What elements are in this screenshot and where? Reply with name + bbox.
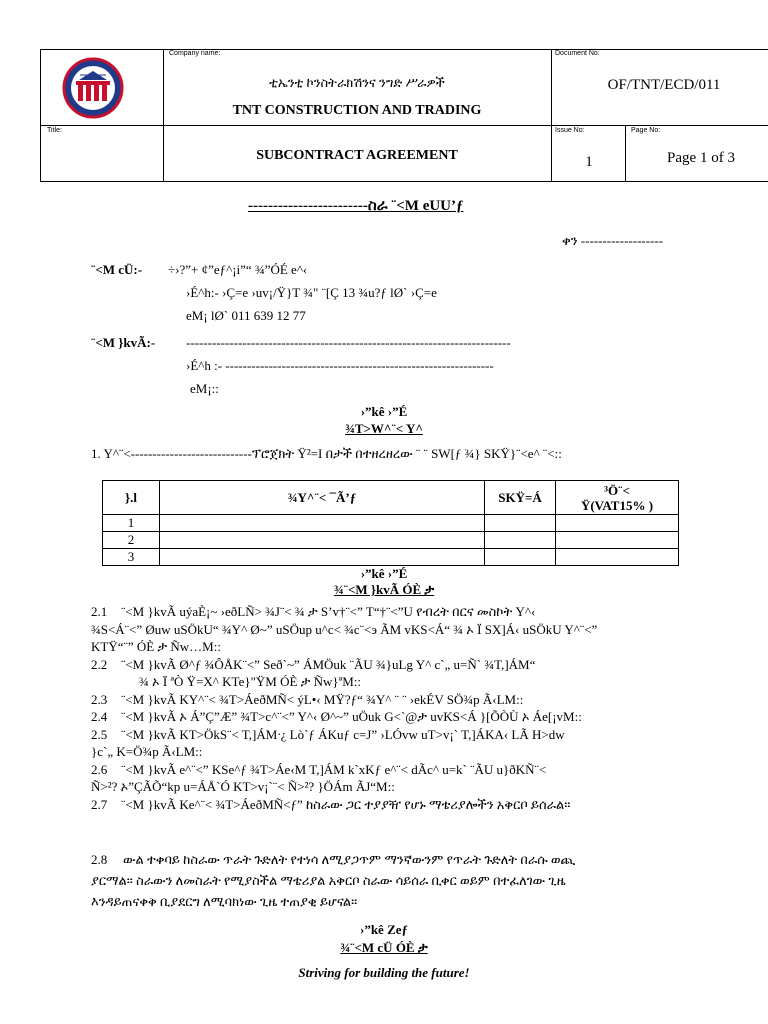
party1-label: ¨<M cÜ:-: [91, 262, 143, 277]
party2-label: ¨<M }kvÃ:-: [91, 335, 156, 350]
agreement-heading: ------------------------ስራ ¨<M eUU’ƒ: [248, 198, 464, 214]
clause-line: 2.7 ¨<M }kvÃ Ke^¨< ¾T>ÁeðMÑ<ƒ” ከስራው ጋር ተያያዥ የሆኑ ማቴሪያሎችን አቅርቦ ይሰራል።: [91, 796, 571, 812]
article1-subtitle: ¾T>W^¨< Y^: [345, 421, 423, 436]
page-no-label: Page No:: [631, 127, 661, 134]
date-line: ቀን -------------------: [562, 233, 664, 248]
footer-slogan: Striving for building the future!: [298, 965, 470, 980]
article2-subtitle: ¾¨<M }kvÃ ÓÈ ታ: [333, 582, 435, 597]
row-description: [160, 515, 485, 532]
row-unit: [485, 532, 556, 549]
header-unit: SKŸ=Á: [485, 481, 556, 515]
issue-no: 1: [585, 154, 593, 170]
table-row: [103, 515, 679, 532]
header-price: ³Ö¨< Ÿ(VAT15% ): [556, 481, 679, 515]
article2-title: ›”kê ›”É: [360, 566, 408, 581]
party2-address: ›É^h :- --------------------------------------------------------------: [186, 358, 494, 373]
clause-line: 2.5 ¨<M }kvÃ KT>ÖkS¨< T,]ÁMᐧ¿ Lò`ƒ ÁKuƒ c=J” ›LÓvw uT>v¡` T,]ÁKA‹ LÃ H>dw: [91, 726, 565, 742]
party1-name: ÷›?”+ ¢”eƒ^¡i”“ ¾”ÓÉ e^‹: [168, 262, 308, 277]
row-price: [556, 549, 679, 566]
party2-phone: eM¡::: [190, 381, 219, 396]
clause-line: 2.1 ¨<M }kvÃ uýaÈ¡~ ›eðLÑ> ¾J¨< ¾ ታ S’v†¨<” T“†¨<”U የብረት በርና መስኮት Y^‹: [91, 604, 536, 619]
clause-line: KTŸ“¨” ÓÈ ታ Ñw…M::: [91, 639, 221, 654]
items-table: [102, 480, 679, 566]
issue-no-label: Issue No:: [555, 127, 585, 134]
clause-line: ¾S<Á¨<” Øuw uSÖkU“ ¾Y^ Ø~” uSÖup u^c< ¾c¨<э ÃM vKS<Á“ ¾ ኦ Ï SX]Á‹ uSÖkU Y^¨<”: [91, 621, 598, 637]
party1-phone: eM¡ lØ` 011 639 12 77: [186, 308, 306, 323]
company-name: TNT CONSTRUCTION AND TRADING: [232, 103, 482, 118]
clause-line: }c`„ K=Ö¾p Ã‹LM::: [91, 744, 203, 759]
clause-line: 2.4 ¨<M }kvÃ ኦ Á”Ç”Æ” ¾T>c^¨<” Y^‹ Ø^~” uÖuk G<`@ታ uvKS<Á }[ÕÒÙ ኦ Áe[¡vM::: [91, 709, 582, 724]
article2-clauses: [91, 604, 751, 814]
clause-line: 2.2 ¨<M }kvÃ Ø^ƒ ¾ÔÅK¨<” Seð`~” ÁMÖuk ¨ÃU ¾}uLg Y^ c`„ u=Ñ` ¾T,]ÁM“: [91, 656, 536, 672]
clause-line: 2.8 ውል ተቀባይ ከስራው ጥራት ጉድለት የተነሳ ለሚያጋጥም ማንኛውንም የጥራት ጉድለት በራሱ ወጪ: [91, 852, 576, 867]
article1-item1: 1. Y^¨<----------------------------ፕሮጀክት Ÿ²=I በታች በተዘረዘረው ¨ ¨ SW[ƒ ¾} SKŸ}¨<e^ ¨<::: [91, 446, 562, 461]
page-no: Page 1 of 3: [667, 150, 735, 166]
clause-line: 2.3 ¨<M }kvÃ KY^¨< ¾T>ÁeðMÑ< ýL•‹ MŸ?ƒ“ ¾Y^ ¨ ¨ ›ekÉV SÖ¾p Ã‹LM::: [91, 691, 524, 707]
row-description: [160, 549, 485, 566]
header-description: ¾Y^¨< ¯Ã’ƒ: [160, 481, 485, 515]
article3-title: ›”kê Zeƒ: [359, 922, 409, 937]
document-no-label: Document No:: [555, 50, 600, 57]
table-header-row: [103, 481, 679, 515]
clause-2-8: [91, 852, 761, 915]
document-header: [40, 49, 768, 182]
company-logo: [62, 57, 124, 119]
row-number: 2: [103, 532, 160, 549]
row-number: 1: [103, 515, 160, 532]
row-unit: [485, 515, 556, 532]
row-price: [556, 532, 679, 549]
clause-line: Ñ>²? ኦ”ÇÃÕ“kp u=ÁÅ`Ó KT>v¡`¨< Ñ>²? }ÖÁm ÃJ“M::: [91, 779, 395, 794]
row-price: [556, 515, 679, 532]
party2-name-line: ---------------------------------------------------------------------------: [186, 335, 511, 350]
clause-line: 2.6 ¨<M }kvÃ e^¨<” KSe^ƒ ¾T>Áe‹M T,]ÁM k`xKƒ e^¨< dÃc^ u=k` ¨ÃU u}ðKÑ¨<: [91, 761, 547, 777]
title-label: Title:: [47, 127, 62, 134]
row-description: [160, 532, 485, 549]
row-number: 3: [103, 549, 160, 566]
clause-line: ያርማል። ስራውን ለመስራት የሚያስችል ማቴሪያል አቅርቦ ስራው ሳይሰራ ቢቀር ወይም በተፈለገው ጊዜ: [91, 873, 566, 888]
clause-line: ¾ ኦ Ï ªÒ Ÿ=X^ KTe}"ŸM ÓÈ ታ Ñw}ªM::: [139, 674, 362, 689]
article1-title: ›”kê ›”É: [360, 404, 408, 419]
clause-line: እንዳይጠናቀቅ ቢያደርግ ለሚባክነው ጊዜ ተጠያቂ ይሆናል።: [91, 894, 358, 909]
header-number: }.l: [103, 481, 160, 515]
row-unit: [485, 549, 556, 566]
document-no: OF/TNT/ECD/011: [607, 77, 721, 93]
document-title: SUBCONTRACT AGREEMENT: [256, 148, 458, 163]
article3-subtitle: ¾¨<M cÜ ÓÈ ታ: [340, 940, 428, 955]
table-row: [103, 532, 679, 549]
company-name-amharic: ቲኤንቲ ኮንስትራክሽንና ንግድ ሥራዎች: [269, 75, 445, 90]
party1-address: ›É^h:- ›Ç=e ›uv¡/Ÿ}T ¾" ¨[Ç 13 ¾u?ƒ lØ` ›Ç=e: [186, 285, 437, 300]
table-row: [103, 549, 679, 566]
company-label: Company name:: [169, 50, 221, 57]
